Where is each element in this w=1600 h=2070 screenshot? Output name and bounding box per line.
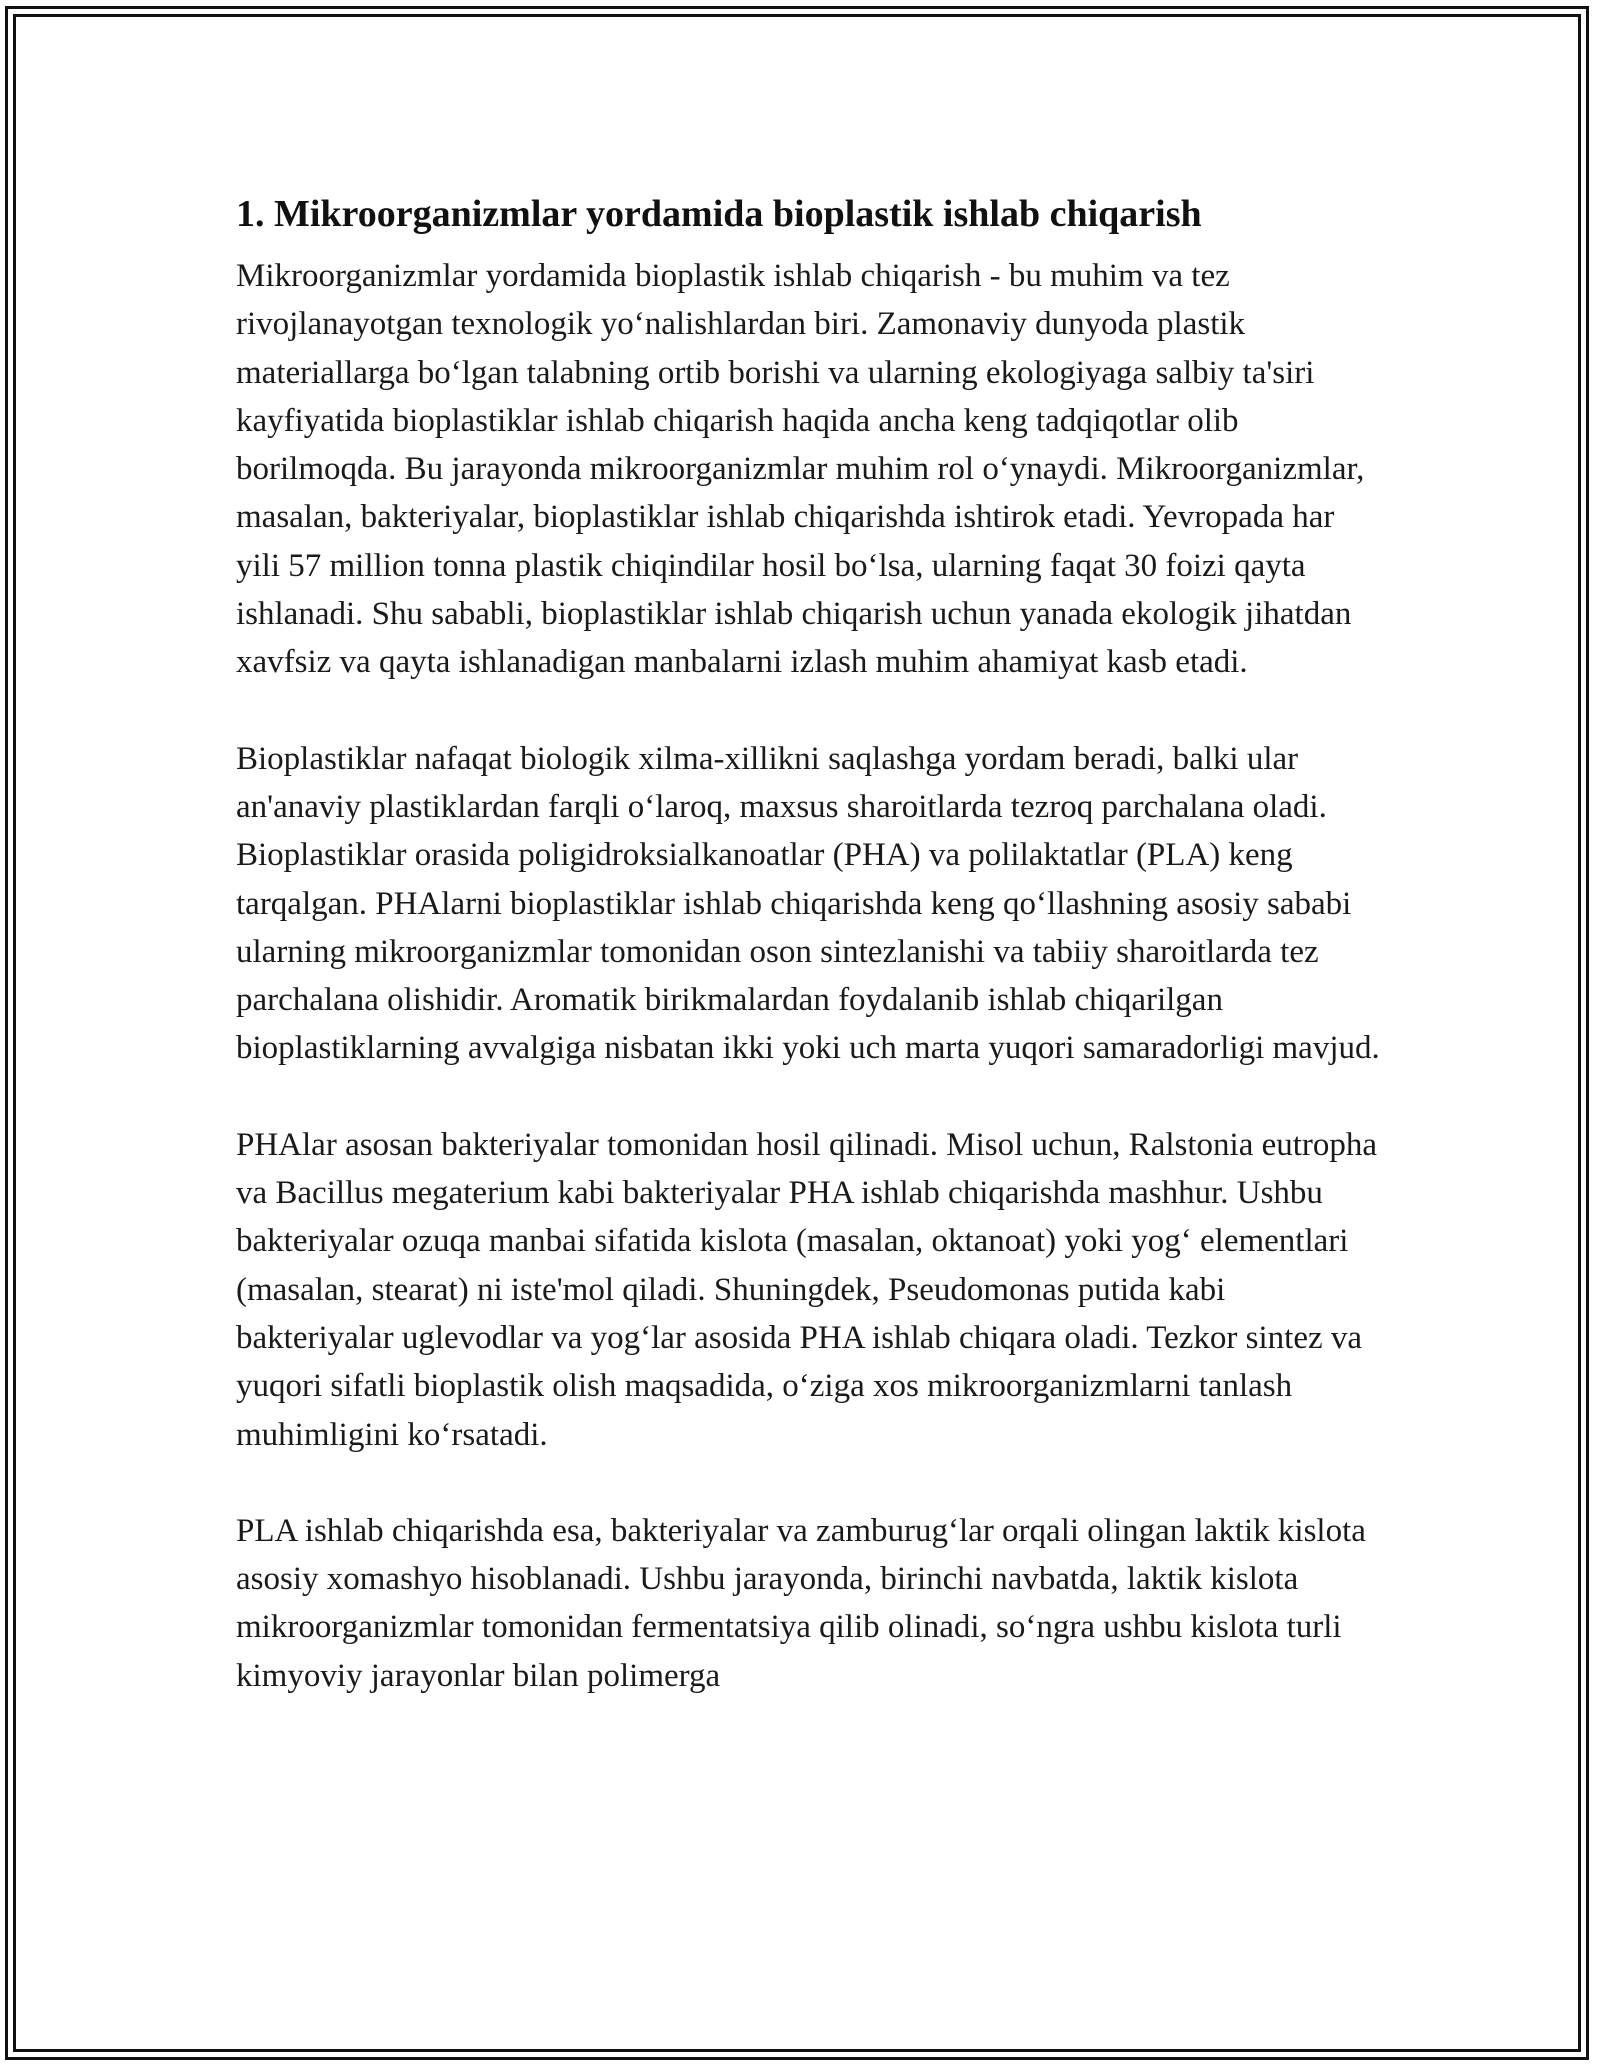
section-heading: 1. Mikroorganizmlar yordamida bioplastik ishlab chiqarish [236, 193, 1202, 235]
document-body [236, 186, 1386, 1700]
paragraph-pha-bacteria: PHAlar asosan bakteriyalar tomonidan hosil qilinadi. Misol uchun, Ralstonia eutropha va Bacillus megaterium kabi bakteriyalar PHA ishlab chiqarishda mashhur. Ushbu bakteriyalar ozuqa manbai sifatida kislota (masalan, oktanoat) yoki yog‘ elementlari (masalan, stearat) ni iste'mol qiladi. Shuningdek, Pseudomonas putida kabi bakteriyalar uglevodlar va yog‘lar asosida PHA ishlab chiqara oladi. Tezkor sintez va yuqori sifatli bioplastik olish maqsadida, o‘ziga xos mikroorganizmlarni tanlash muhimligini ko‘rsatadi. [236, 1126, 1378, 1453]
paragraph-intro: Mikroorganizmlar yordamida bioplastik ishlab chiqarish - bu muhim va tez rivojlanayotgan texnologik yo‘nalishlardan biri. Zamonaviy dunyoda plastik materiallarga bo‘lgan talabning ortib borishi va ularning ekologiyaga salbiy ta'siri kayfiyatida bioplastiklar ishlab chiqarish haqida ancha keng tadqiqotlar olib borilmoqda. Bu jarayonda mikroorganizmlar muhim rol o‘ynaydi. Mikroorganizmlar, masalan, bakteriyalar, bioplastiklar ishlab chiqarishda ishtirok etadi. Yevropada har yili 57 million tonna plastik chiqindilar hosil bo‘lsa, ularning faqat 30 foizi qayta ishlanadi. Shu sababli, bioplastiklar ishlab chiqarish uchun yanada ekologik jihatdan xavfsiz va qayta ishlanadigan manbalarni izlash muhim ahamiyat kasb etadi. [236, 258, 1365, 681]
paragraph-bioplastic-types: Bioplastiklar nafaqat biologik xilma-xillikni saqlashga yordam beradi, balki ular an'anaviy plastiklardan farqli o‘laroq, maxsus sharoitlarda tezroq parchalana oladi. Bioplastiklar orasida poligidroksialkanoatlar (PHA) va polilaktatlar (PLA) keng tarqalgan. PHAlarni bioplastiklar ishlab chiqarishda keng qo‘llashning asosiy sababi ularning mikroorganizmlar tomonidan oson sintezlanishi va tabiiy sharoitlarda tez parchalana olishidir. Aromatik birikmalardan foydalanib ishlab chiqarilgan bioplastiklarning avvalgiga nisbatan ikki yoki uch marta yuqori samaradorligi mavjud. [236, 740, 1380, 1067]
paragraph-pla-production: PLA ishlab chiqarishda esa, bakteriyalar va zamburug‘lar orqali olingan laktik kislota asosiy xomashyo hisoblanadi. Ushbu jarayonda, birinchi navbatda, laktik kislota mikroorganizmlar tomonidan fermentatsiya qilib olinadi, so‘ngra ushbu kislota turli kimyoviy jarayonlar bilan polimerga [236, 1512, 1366, 1694]
